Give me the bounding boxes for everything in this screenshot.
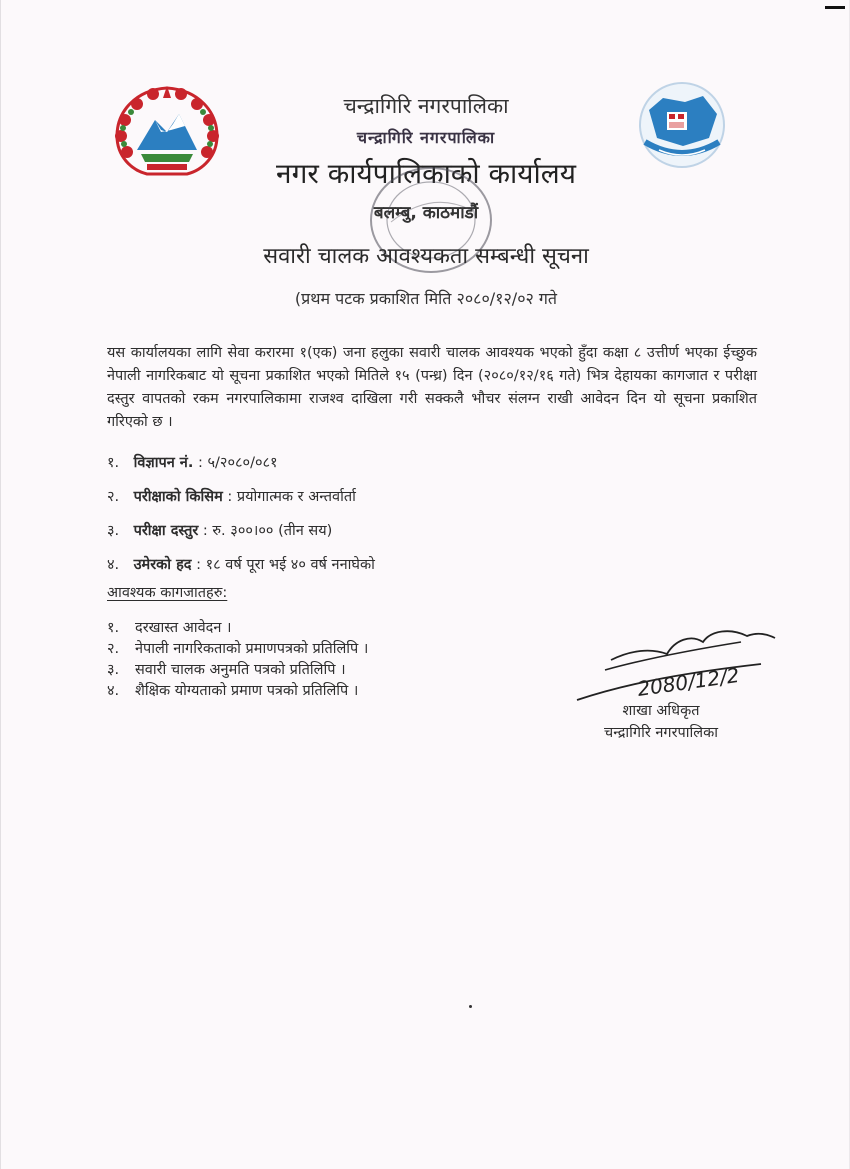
detail-key: परीक्षा दस्तुर [133, 523, 199, 539]
signatory-organization: चन्द्रागिरि नगरपालिका [604, 725, 718, 741]
scan-mark [825, 6, 845, 9]
detail-value: : प्रयोगात्मक र अन्तर्वार्ता [222, 489, 356, 505]
detail-number: १. [107, 455, 120, 471]
document-item [107, 660, 607, 681]
documents-heading: आवश्यक कागजातहरु: [107, 585, 228, 601]
document-item [107, 618, 607, 639]
document-item [107, 681, 607, 702]
office-title: नगर कार्यपालिकाको कार्यालय [276, 157, 576, 190]
document-text: दरखास्त आवेदन । [135, 620, 232, 636]
municipality-name: चन्द्रागिरि नगरपालिका [343, 94, 509, 118]
notice-body: यस कार्यालयका लागि सेवा करारमा १(एक) जना हलुका सवारी चालक आवश्यक भएको हुँदा कक्षा ८ उत्तीर्ण भएका ईच्छुक नेपाली नागरिकबाट यो सूचना प्रकाशित भएको मितिले १५ (पन्ध्र) दिन (२०८०/१२/१६ गते) भित्र देहायका कागजात र परीक्षा दस्तुर वापतको रकम नगरपालिकामा राजश्व दाखिला गरी सक्कलै भौचर संलग्न राखी आवेदन दिन यो सूचना प्रकाशित गरिएको छ । [107, 345, 757, 430]
document-number: ३. [107, 662, 120, 678]
signature-date: 2080/12/2 [635, 662, 741, 701]
scan-speck [469, 1005, 472, 1008]
detail-item [107, 520, 707, 554]
detail-key: उमेरको हद [133, 557, 192, 573]
document-text: शैक्षिक योग्यताको प्रमाण पत्रको प्रतिलिपि । [135, 683, 359, 699]
notice-subject: सवारी चालक आवश्यकता सम्बन्धी सूचना [263, 244, 589, 269]
handwritten-signature [571, 620, 781, 710]
detail-item [107, 486, 707, 520]
detail-value: : ५/२०८०/०८१ [193, 455, 278, 471]
document-number: २. [107, 641, 120, 657]
document-text: सवारी चालक अनुमति पत्रको प्रतिलिपि । [135, 662, 346, 678]
detail-number: ४. [107, 557, 120, 573]
publish-date: (प्रथम पटक प्रकाशित मिति २०८०/१२/०२ गते [294, 289, 558, 308]
detail-number: ३. [107, 523, 120, 539]
signatory-role: शाखा अधिकृत [622, 703, 700, 719]
office-location: बलम्बु, काठमाडौं [373, 203, 479, 223]
detail-key: विज्ञापन नं. [133, 455, 194, 471]
document-item [107, 639, 607, 660]
detail-number: २. [107, 489, 120, 505]
document-number: १. [107, 620, 120, 636]
detail-item [107, 452, 707, 486]
detail-value: : १८ वर्ष पूरा भई ४० वर्ष ननाघेको [191, 557, 375, 573]
stamp-title: चन्द्रागिरि नगरपालिका [356, 128, 496, 147]
documents-list [107, 618, 607, 702]
document-text: नेपाली नागरिकताको प्रमाणपत्रको प्रतिलिपि । [135, 641, 369, 657]
document-number: ४. [107, 683, 120, 699]
detail-key: परीक्षाको किसिम [133, 489, 223, 505]
notice-details [107, 452, 707, 588]
detail-value: : रु. ३००।०० (तीन सय) [198, 523, 333, 539]
